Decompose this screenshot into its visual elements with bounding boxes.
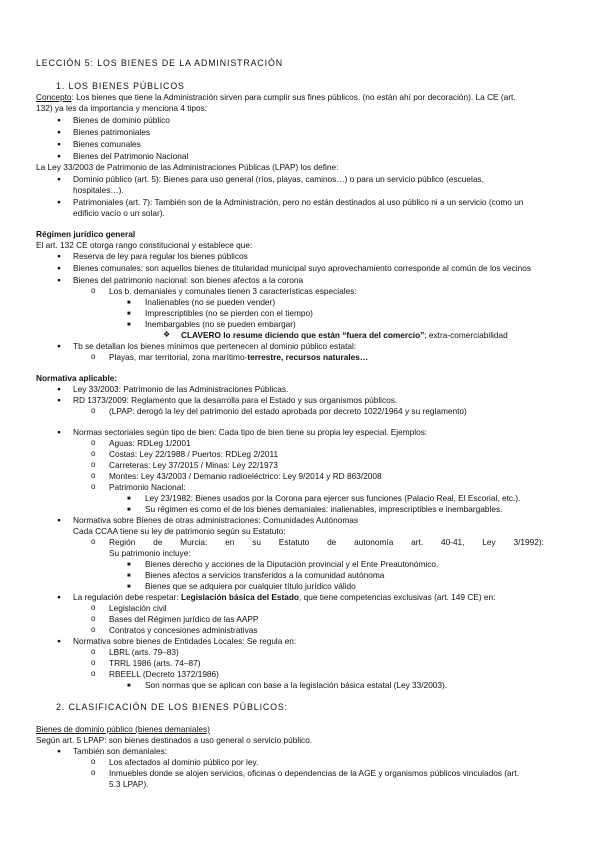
otras-admin-line: Normativa sobre Bienes de otras administraciones: Comunidades Autónomas bbox=[73, 515, 359, 525]
caracteristica-item: Imprescriptibles (no se pierden con el tiempo) bbox=[145, 308, 313, 318]
regulacion-item: Bases del Régimen jurídico de las AAPP bbox=[109, 614, 259, 624]
demaniales-item: Los afectados al dominio público por ley. bbox=[109, 757, 259, 767]
concepto-paragraph bbox=[36, 92, 516, 102]
lesson-title: LECCIÓN 5: LOS BIENES DE LA ADMINISTRACIÓN bbox=[36, 58, 284, 68]
bullet-dot bbox=[57, 275, 61, 286]
regimen-subitem: Los b. demaniales y comunales tienen 3 características especiales: bbox=[109, 286, 357, 296]
section-2-title: 2. CLASIFICACIÓN DE LOS BIENES PÚBLICOS: bbox=[56, 702, 289, 712]
bullet-circle bbox=[91, 286, 95, 296]
bullet-dot bbox=[57, 395, 61, 406]
bullet-dot bbox=[57, 341, 61, 352]
bullet-circle bbox=[91, 625, 95, 635]
sectorial-item: Carreteras: Ley 37/2015 / Minas: Ley 22/1973 bbox=[109, 460, 278, 470]
murcia-item: Bienes afectos a servicios transferidos a la comunidad autónoma bbox=[145, 570, 385, 580]
normativa-subitem: (LPAP: derogó la ley del patrimonio del estado aprobada por decreto 1022/1964 y su reglamento) bbox=[109, 406, 467, 416]
otras-admin-line-2: Cada CCAA tiene su ley de patrimonio según su Estatuto: bbox=[73, 526, 286, 536]
murcia-word: Estatuto bbox=[278, 537, 310, 547]
bullet-circle bbox=[91, 603, 95, 613]
bullet-dot bbox=[57, 127, 61, 138]
bullet-diamond bbox=[163, 330, 170, 340]
murcia-word: art. bbox=[411, 537, 424, 547]
dominio-line-1: Dominio público (art. 5): Bienes para uso general (ríos, playas, caminos…) o para un servicio público (escuelas, bbox=[73, 174, 484, 184]
bullet-dot bbox=[57, 115, 61, 126]
regulacion-b: Legislación básica del Estado bbox=[180, 592, 299, 602]
demaniales-item: Inmuebles donde se alojen servicios, oficinas o dependencias de la AGE y organismos públicos vinculados (art. bbox=[109, 768, 520, 778]
bullet-square bbox=[127, 297, 131, 308]
bullet-square bbox=[127, 308, 131, 319]
bullet-dot bbox=[57, 174, 61, 185]
ley-line: La Ley 33/2003 de Patrimonio de las Administraciones Públicas (LPAP) los define: bbox=[36, 162, 339, 172]
murcia-word: de bbox=[153, 537, 163, 547]
murcia-word: autonomía bbox=[354, 537, 394, 547]
tipo-item: Bienes comunales bbox=[73, 139, 141, 149]
regulacion-c: , que tiene competencias exclusivas (art. 149 CE) en: bbox=[298, 592, 496, 602]
bullet-dot bbox=[57, 263, 61, 274]
bullet-circle bbox=[91, 449, 95, 459]
concepto-label: Concepto bbox=[36, 92, 72, 102]
normativa-title: Normativa aplicable: bbox=[36, 373, 118, 383]
bullet-dot bbox=[57, 384, 61, 395]
regulacion-item: Legislación civil bbox=[109, 603, 167, 613]
bullet-circle bbox=[91, 482, 95, 492]
murcia-item: Bienes derecho y acciones de la Diputación provincial y el Ente Preautonómico. bbox=[145, 559, 439, 569]
bullet-circle bbox=[91, 537, 95, 547]
normativa-item: RD 1373/2009: Reglamento que la desarrolla para el Estado y sus organismos públicos. bbox=[73, 395, 398, 405]
murcia-word: 3/1992): bbox=[513, 537, 544, 547]
entidades-item: TRRL 1986 (arts. 74–87) bbox=[109, 658, 201, 668]
patrimoniales-line-1: Patrimoniales (art. 7): También son de la Administración, pero no están destinados al uso público ni a un servicio (como un bbox=[73, 197, 524, 207]
dominio-publico-line: Según art. 5 LPAP: son bienes destinados a uso general o servicio público. bbox=[36, 735, 313, 745]
murcia-word: Región bbox=[109, 537, 136, 547]
murcia-word: Murcia: bbox=[180, 537, 208, 547]
patrimonio-nacional-item: Su régimen es como el de los bienes demaniales: inalienables, imprescriptibles e inembargables. bbox=[145, 504, 503, 514]
regimen-item: Reserva de ley para regular los bienes públicos bbox=[73, 251, 248, 261]
bullet-circle bbox=[91, 438, 95, 448]
clavero-line bbox=[181, 330, 508, 340]
regimen-title: Régimen jurídico general bbox=[36, 229, 136, 239]
clavero-bold: CLAVERO lo resume diciendo que están “fuera del comercio” bbox=[181, 330, 425, 340]
dominio-publico-title: Bienes de dominio público (bienes demaniales) bbox=[36, 724, 210, 734]
regimen-item: Bienes del patrimonio nacional: son bienes afectos a la corona bbox=[73, 275, 304, 285]
murcia-line bbox=[109, 537, 544, 547]
regimen-item: Bienes comunales: son aquellos bienes de titularidad municipal suyo aprovechamiento corresponde al común de los vecinos bbox=[73, 263, 531, 273]
concepto-text: : Los bienes que tiene la Administración sirven para cumplir sus fines públicos. (no están ahí por decoración). La CE (art. bbox=[71, 92, 516, 102]
murcia-word: su bbox=[252, 537, 261, 547]
tipo-item: Bienes de dominio público bbox=[73, 115, 170, 125]
bullet-circle bbox=[91, 768, 95, 778]
playas-line bbox=[109, 352, 368, 362]
bullet-dot bbox=[57, 636, 61, 647]
bullet-circle bbox=[91, 647, 95, 657]
demaniales-item-cont: 5.3 LPAP). bbox=[109, 779, 149, 789]
concepto-text-2: 132) ya les da importancia y menciona 4 tipos: bbox=[36, 103, 208, 113]
bullet-circle bbox=[91, 471, 95, 481]
bullet-circle bbox=[91, 460, 95, 470]
entidades-subitem: Son normas que se aplican con base a la legislación básica estatal (Ley 33/2003). bbox=[145, 680, 448, 690]
bullet-dot bbox=[57, 151, 61, 162]
regulacion-a: La regulación debe respetar: bbox=[73, 592, 181, 602]
bullet-dot bbox=[57, 427, 61, 438]
bullet-square bbox=[127, 581, 131, 592]
demaniales-line: También son demaniales: bbox=[73, 746, 168, 756]
bullet-dot bbox=[57, 592, 61, 603]
bullet-circle bbox=[91, 406, 95, 416]
bullet-circle bbox=[91, 669, 95, 679]
sectoriales-line: Normas sectoriales según tipo de bien: Cada tipo de bien tiene su propia ley especial. Ejemplos: bbox=[73, 427, 428, 437]
tipo-item: Bienes patrimoniales bbox=[73, 127, 151, 137]
sectorial-item: Patrimonio Nacional: bbox=[109, 482, 186, 492]
bullet-square bbox=[127, 493, 131, 504]
clavero-normal: ; extra-comerciabilidad bbox=[424, 330, 508, 340]
bullet-circle bbox=[91, 614, 95, 624]
bullet-square bbox=[127, 570, 131, 581]
playas-b: terrestre, recursos naturales… bbox=[247, 352, 369, 362]
bullet-square bbox=[127, 504, 131, 515]
entidades-item: RBEELL (Decreto 1372/1986) bbox=[109, 669, 219, 679]
murcia-word: de bbox=[327, 537, 337, 547]
regimen-intro: El art. 132 CE otorga rango constitucional y establece que: bbox=[36, 240, 253, 250]
bullet-dot bbox=[57, 515, 61, 526]
bullet-square bbox=[127, 559, 131, 570]
tipo-item: Bienes del Patrimonio Nacional bbox=[73, 151, 189, 161]
murcia-word: Ley bbox=[482, 537, 496, 547]
bullet-circle bbox=[91, 352, 95, 362]
bullet-square bbox=[127, 319, 131, 330]
bullet-dot bbox=[57, 251, 61, 262]
caracteristica-item: Inalienables (no se pueden vender) bbox=[145, 297, 276, 307]
caracteristica-item: Inembargables (no se pueden embargar) bbox=[145, 319, 296, 329]
bullet-circle bbox=[91, 658, 95, 668]
sectorial-item: Costas: Ley 22/1988 / Puertos: RDLeg 2/2011 bbox=[109, 449, 279, 459]
playas-a: Playas, mar territorial, zona marítimo- bbox=[109, 352, 248, 362]
tb-line: Tb se detallan los bienes mínimos que pertenecen al dominio público estatal: bbox=[73, 341, 357, 351]
bullet-dot bbox=[57, 197, 61, 208]
patrimonio-nacional-item: Ley 23/1982: Bienes usados por la Corona para ejercer sus funciones (Palacio Real, El Escorial, etc.). bbox=[145, 493, 521, 503]
bullet-square bbox=[127, 680, 131, 691]
murcia-word: 40-41, bbox=[440, 537, 465, 547]
regulacion-item: Contratos y concesiones administrativas bbox=[109, 625, 258, 635]
sectorial-item: Aguas: RDLeg 1/2001 bbox=[109, 438, 191, 448]
regulacion-line bbox=[73, 592, 495, 602]
murcia-line-2: Su patrimonio incluye: bbox=[109, 548, 191, 558]
murcia-word: en bbox=[225, 537, 235, 547]
entidades-locales-line: Normativa sobre bienes de Entidades Locales: Se regula en: bbox=[73, 636, 297, 646]
bullet-circle bbox=[91, 757, 95, 767]
murcia-item: Bienes que se adquiera por cualquier título jurídico válido bbox=[145, 581, 356, 591]
normativa-item: Ley 33/2003: Patrimonio de las Administraciones Públicas. bbox=[73, 384, 289, 394]
section-1-title: 1. LOS BIENES PÚBLICOS bbox=[56, 81, 185, 91]
sectorial-item: Montes: Ley 43/2003 / Demanio radioeléctrico: Ley 9/2014 y RD 863/2008 bbox=[109, 471, 382, 481]
bullet-dot bbox=[57, 139, 61, 150]
entidades-item: LBRL (arts. 79–83) bbox=[109, 647, 179, 657]
bullet-dot bbox=[57, 746, 61, 757]
patrimoniales-line-2: edificio vacío o un solar). bbox=[73, 208, 165, 218]
dominio-line-2: hospitales…). bbox=[73, 185, 124, 195]
